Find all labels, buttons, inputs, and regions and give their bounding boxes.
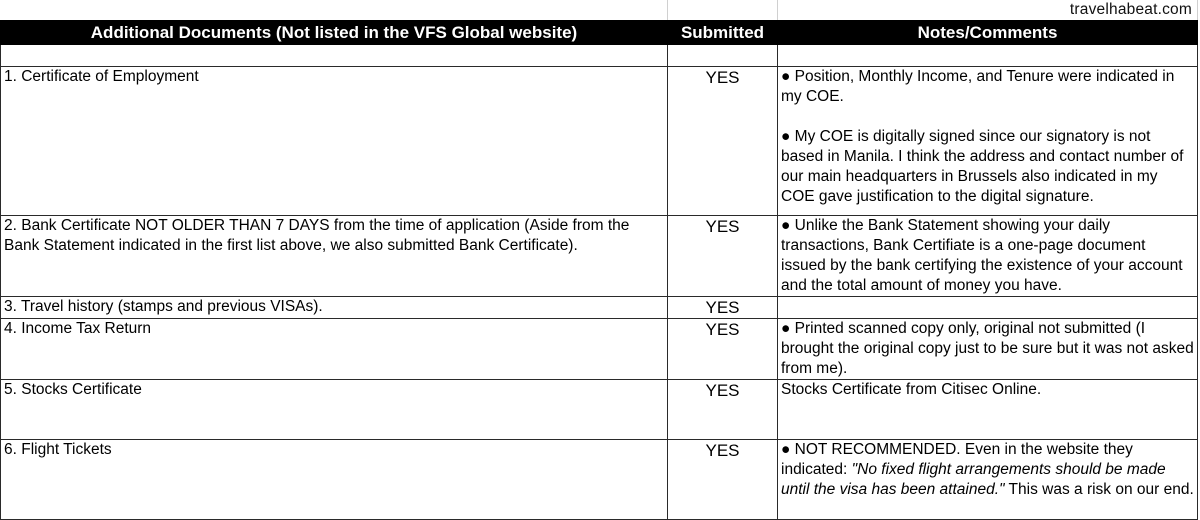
table-row: [1, 440, 1198, 520]
notes-cell: Stocks Certificate from Citisec Online.: [778, 380, 1198, 440]
note-bullet: [781, 440, 1194, 500]
empty-cell: [778, 45, 1198, 67]
note-bullet: ● Printed scanned copy only, original not submitted (I brought the original copy just to be sure but it was not asked from me).: [781, 319, 1194, 379]
notes-cell: [778, 440, 1198, 520]
note-quote: "No fixed flight arrangements should be made until the visa has been attained.": [781, 461, 1166, 498]
document-cell: 1. Certificate of Employment: [1, 67, 668, 216]
note-text: ● NOT RECOMMENDED. Even in the website they indicated:: [781, 441, 1133, 478]
document-cell: 4. Income Tax Return: [1, 319, 668, 380]
submitted-cell: YES: [668, 297, 778, 319]
note-bullet: ● My COE is digitally signed since our signatory is not based in Manila. I think the address and contact number of our main headquarters in Brussels also indicated in my COE gave justification to the digital signature.: [781, 127, 1194, 207]
header-notes: Notes/Comments: [778, 21, 1198, 45]
empty-cell: [1, 45, 668, 67]
empty-cell: [668, 45, 778, 67]
submitted-cell: YES: [668, 216, 778, 297]
table-row: [1, 297, 1198, 319]
spacer-row: [1, 45, 1198, 67]
submitted-cell: YES: [668, 67, 778, 216]
table-row: [1, 380, 1198, 440]
table-row: [1, 216, 1198, 297]
submitted-cell: YES: [668, 440, 778, 520]
notes-cell: [778, 297, 1198, 319]
note-text: This was a risk on our end.: [1004, 481, 1194, 498]
notes-cell: [778, 216, 1198, 297]
watermark: travelhabeat.com: [1069, 1, 1192, 18]
header-submitted: Submitted: [668, 21, 778, 45]
notes-cell: [778, 67, 1198, 216]
note-bullet: ● Position, Monthly Income, and Tenure were indicated in my COE.: [781, 67, 1194, 107]
document-cell: 5. Stocks Certificate: [1, 380, 668, 440]
header-row: [1, 21, 1198, 45]
documents-table: [0, 20, 1198, 520]
document-cell: 2. Bank Certificate NOT OLDER THAN 7 DAYS from the time of application (Aside from the Bank Statement indicated in the first list above, we also submitted Bank Certificate).: [1, 216, 668, 297]
header-documents: Additional Documents (Not listed in the VFS Global website): [1, 21, 668, 45]
submitted-cell: YES: [668, 319, 778, 380]
document-cell: 6. Flight Tickets: [1, 440, 668, 520]
table-row: [1, 319, 1198, 380]
table-row: [1, 67, 1198, 216]
document-cell: 3. Travel history (stamps and previous VISAs).: [1, 297, 668, 319]
submitted-cell: YES: [668, 380, 778, 440]
notes-cell: [778, 319, 1198, 380]
note-bullet: ● Unlike the Bank Statement showing your daily transactions, Bank Certifiate is a one-page document issued by the bank certifying the existence of your account and the total amount of money you have.: [781, 216, 1194, 296]
